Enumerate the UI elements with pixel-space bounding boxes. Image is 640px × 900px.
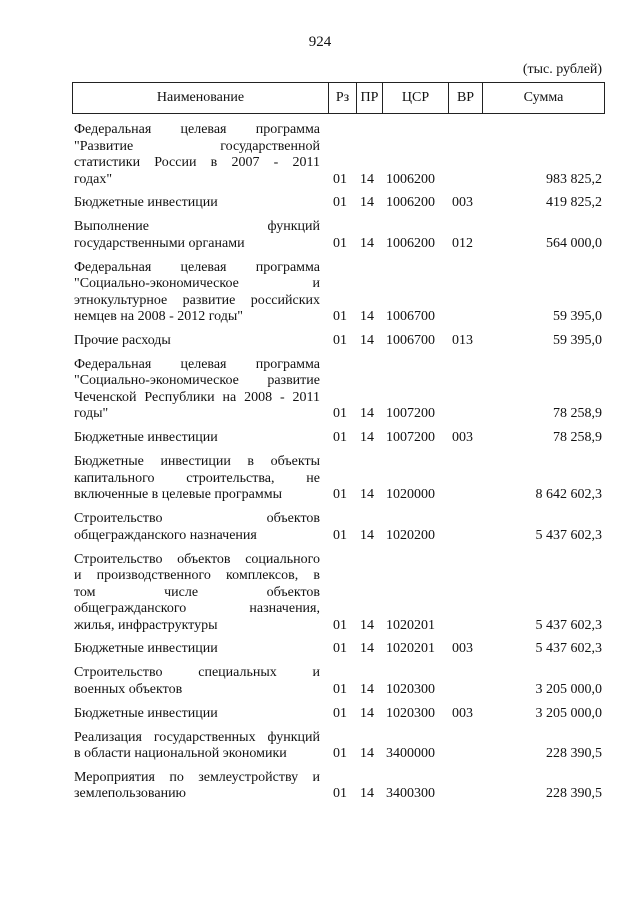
row-name: Выполнение функций государственными органами <box>74 219 320 251</box>
row-sum: 228 390,5 <box>546 786 602 802</box>
row-csr: 1020200 <box>386 527 435 543</box>
row-sum: 983 825,2 <box>546 171 602 187</box>
table-body <box>74 122 602 810</box>
row-name: Мероприятия по землеустройству и землепользованию <box>74 769 320 802</box>
row-name: Бюджетные инвестиции <box>74 641 218 657</box>
row-sum: 78 258,9 <box>553 430 602 446</box>
row-name: Строительство объектов социального и производственного комплексов, в том числе объектов общегражданского назначения, жилья, инфраструктуры <box>74 551 320 633</box>
row-pr: 14 <box>360 195 374 211</box>
row-rz: 01 <box>333 641 347 657</box>
row-csr: 1006700 <box>386 309 435 325</box>
header-vr: ВР <box>449 83 483 113</box>
row-rz: 01 <box>333 195 347 211</box>
table-row <box>74 260 602 326</box>
row-csr: 1020201 <box>386 617 435 633</box>
row-pr: 14 <box>360 309 374 325</box>
row-csr: 1006200 <box>386 195 435 211</box>
row-pr: 14 <box>360 333 374 349</box>
table-row <box>74 552 602 635</box>
row-sum: 78 258,9 <box>553 406 602 422</box>
page-number: 924 <box>308 34 332 50</box>
row-rz: 01 <box>333 705 347 721</box>
row-csr: 1006200 <box>386 171 435 187</box>
row-pr: 14 <box>360 641 374 657</box>
row-csr: 1020201 <box>386 641 435 657</box>
row-csr: 1020300 <box>386 705 435 721</box>
row-pr: 14 <box>360 235 374 251</box>
row-sum: 3 205 000,0 <box>535 681 602 697</box>
row-rz: 01 <box>333 406 347 422</box>
row-name: Федеральная целевая программа "Социально-экономическое развитие Чеченской Республики на 2008 - 2011 годы" <box>74 356 320 422</box>
row-rz: 01 <box>333 235 347 251</box>
row-rz: 01 <box>333 333 347 349</box>
row-pr: 14 <box>360 406 374 422</box>
row-csr: 1020000 <box>386 487 435 503</box>
row-pr: 14 <box>360 786 374 802</box>
row-csr: 3400000 <box>386 746 435 762</box>
row-rz: 01 <box>333 681 347 697</box>
row-pr: 14 <box>360 171 374 187</box>
row-rz: 01 <box>333 430 347 446</box>
table-row <box>74 770 602 803</box>
row-name: Бюджетные инвестиции <box>74 430 218 446</box>
row-sum: 59 395,0 <box>553 333 602 349</box>
row-sum: 564 000,0 <box>546 235 602 251</box>
row-csr: 1007200 <box>386 406 435 422</box>
header-rz: Рз <box>329 83 357 113</box>
row-vr: 012 <box>452 235 473 251</box>
row-rz: 01 <box>333 171 347 187</box>
table-row <box>74 219 602 252</box>
row-vr: 003 <box>452 641 473 657</box>
row-rz: 01 <box>333 487 347 503</box>
row-rz: 01 <box>333 527 347 543</box>
row-pr: 14 <box>360 705 374 721</box>
row-vr: 013 <box>452 333 473 349</box>
row-rz: 01 <box>333 746 347 762</box>
table-header <box>72 82 605 114</box>
header-name: Наименование <box>73 83 329 113</box>
table-row <box>74 122 602 188</box>
row-name: Бюджетные инвестиции в объекты капитального строительства, не включенные в целевые программы <box>74 454 320 503</box>
row-pr: 14 <box>360 527 374 543</box>
row-vr: 003 <box>452 195 473 211</box>
row-csr: 1020300 <box>386 681 435 697</box>
row-name: Строительство объектов общегражданского назначения <box>74 511 320 543</box>
row-pr: 14 <box>360 681 374 697</box>
header-sum: Сумма <box>523 90 564 105</box>
row-name: Бюджетные инвестиции <box>74 705 218 721</box>
table-row <box>74 730 602 763</box>
row-name: Федеральная целевая программа "Развитие государственной статистики России в 2007 - 2011 годах" <box>74 122 320 187</box>
table-row <box>74 665 602 698</box>
row-sum: 3 205 000,0 <box>535 705 602 721</box>
row-csr: 1007200 <box>386 430 435 446</box>
table-row <box>74 454 602 504</box>
row-name: Реализация государственных функций в области национальной экономики <box>74 729 320 762</box>
row-name: Прочие расходы <box>74 333 171 349</box>
row-vr: 003 <box>452 430 473 446</box>
row-sum: 59 395,0 <box>553 309 602 325</box>
row-name: Федеральная целевая программа "Социально-экономическое и этнокультурное развитие российских немцев на 2008 - 2012 годы" <box>74 259 320 325</box>
table-row <box>74 511 602 544</box>
row-csr: 3400300 <box>386 786 435 802</box>
row-rz: 01 <box>333 786 347 802</box>
row-rz: 01 <box>333 617 347 633</box>
table-row <box>74 333 602 350</box>
table-row <box>74 430 602 447</box>
table-row <box>74 195 602 212</box>
units-label: (тыс. рублей) <box>522 62 602 77</box>
table-row <box>74 706 602 723</box>
row-vr: 003 <box>452 705 473 721</box>
row-sum: 8 642 602,3 <box>535 487 602 503</box>
row-csr: 1006700 <box>386 333 435 349</box>
row-sum: 5 437 602,3 <box>535 641 602 657</box>
row-pr: 14 <box>360 487 374 503</box>
table-row <box>74 641 602 658</box>
table-row <box>74 357 602 423</box>
row-sum: 419 825,2 <box>546 195 602 211</box>
row-pr: 14 <box>360 617 374 633</box>
header-pr: ПР <box>357 83 383 113</box>
row-sum: 5 437 602,3 <box>535 617 602 633</box>
row-pr: 14 <box>360 746 374 762</box>
row-rz: 01 <box>333 309 347 325</box>
row-name: Бюджетные инвестиции <box>74 195 218 211</box>
row-csr: 1006200 <box>386 235 435 251</box>
header-csr: ЦСР <box>383 83 449 113</box>
row-sum: 5 437 602,3 <box>535 527 602 543</box>
row-sum: 228 390,5 <box>546 746 602 762</box>
row-pr: 14 <box>360 430 374 446</box>
row-name: Строительство специальных и военных объектов <box>74 665 320 697</box>
